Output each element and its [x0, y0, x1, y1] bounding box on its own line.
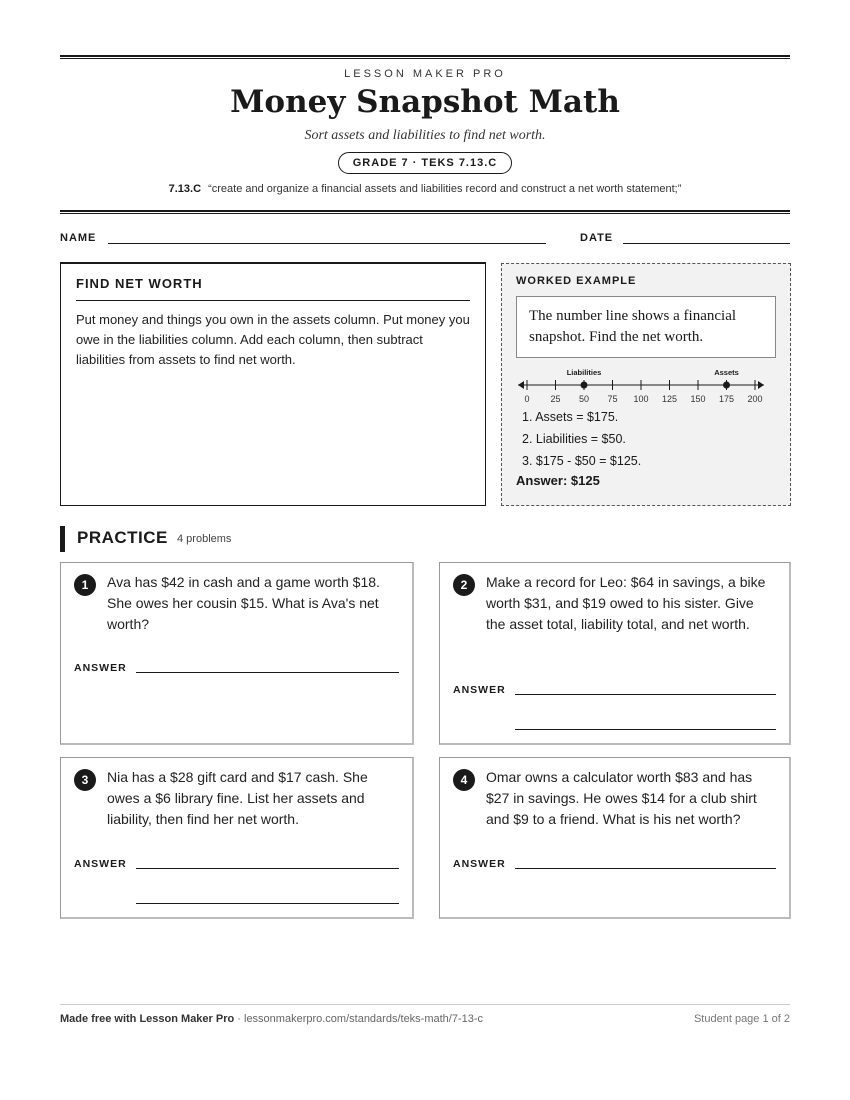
- number-line-tick-label: 0: [524, 394, 530, 404]
- find-net-worth-box: [60, 262, 486, 506]
- worked-example-label: WORKED EXAMPLE: [516, 275, 637, 287]
- answer-line[interactable]: [136, 903, 399, 904]
- date-field[interactable]: [623, 243, 790, 244]
- problem-number: 2: [453, 574, 475, 596]
- number-line-point: [581, 382, 588, 389]
- standard-code: 7.13.C: [168, 183, 202, 195]
- number-line-tick-label: 75: [607, 394, 618, 404]
- problem-number: 3: [74, 769, 96, 791]
- name-label: NAME: [60, 232, 97, 244]
- problem-card-4: [439, 757, 791, 919]
- number-line-tick-label: 200: [747, 394, 763, 404]
- worked-step-3: 3. $175 - $50 = $125.: [522, 454, 642, 468]
- standard-text: “create and organize a financial assets and liabilities record and construct a net worth statement;”: [208, 183, 682, 195]
- footer-rule: [60, 1004, 790, 1005]
- number-line-tick-label: 100: [633, 394, 649, 404]
- answer-label: ANSWER: [453, 858, 506, 870]
- worked-answer: Answer: $125: [516, 473, 600, 488]
- worked-example-box: [501, 263, 791, 506]
- problem-card-3: [60, 757, 414, 919]
- problem-text: Omar owns a calculator worth $83 and has $27 in savings. He owes $14 for a club shirt and $9 to a friend. What is his net worth?: [486, 769, 757, 827]
- number-line-tick-label: 175: [718, 394, 735, 404]
- problem-text: Ava has $42 in cash and a game worth $18. She owes her cousin $15. What is Ava's net worth?: [107, 574, 380, 632]
- standard-statement: [60, 183, 790, 195]
- number-line-left-arrow: [518, 381, 524, 389]
- footer-page-number: Student page 1 of 2: [693, 1013, 790, 1025]
- problem-number: 4: [453, 769, 475, 791]
- grade-standard-badge: GRADE 7 · TEKS 7.13.C: [338, 152, 512, 174]
- footer-credit: [60, 1013, 483, 1025]
- answer-label: ANSWER: [453, 684, 506, 696]
- top-rule: [60, 55, 790, 59]
- number-line-tick-label: 150: [690, 394, 706, 404]
- number-line-tick-label: 125: [661, 394, 678, 404]
- number-line-point: [723, 382, 730, 389]
- number-line-point-label: Liabilities: [566, 368, 602, 377]
- worked-step-1: 1. Assets = $175.: [522, 410, 619, 424]
- number-line-point-label: Assets: [714, 368, 739, 377]
- answer-line[interactable]: [515, 729, 776, 730]
- footer-made-with: Made free with Lesson Maker Pro: [60, 1013, 235, 1025]
- page-title: Money Snapshot Math: [230, 84, 620, 120]
- worked-step-2: 2. Liabilities = $50.: [522, 432, 626, 446]
- number-line-right-arrow: [758, 381, 764, 389]
- problem-text: Make a record for Leo: $64 in savings, a bike worth $31, and $19 owed to his sister. Give the asset total, liability total, and net worth.: [486, 574, 766, 632]
- answer-line[interactable]: [515, 868, 776, 869]
- number-line: [516, 364, 778, 406]
- number-line-tick-label: 50: [578, 394, 590, 404]
- date-label: DATE: [580, 232, 614, 244]
- header-bottom-rule: [60, 210, 790, 214]
- number-line-tick-label: 25: [550, 394, 561, 404]
- problem-card-2: [439, 562, 791, 745]
- problem-text: Nia has a $28 gift card and $17 cash. She owes a $6 library fine. List her assets and liability, then find her net worth.: [107, 769, 368, 827]
- find-net-worth-title: FIND NET WORTH: [76, 276, 470, 301]
- answer-label: ANSWER: [74, 858, 127, 870]
- answer-label: ANSWER: [74, 662, 127, 674]
- answer-line[interactable]: [515, 694, 776, 695]
- brand-name: LESSON MAKER PRO: [344, 68, 506, 80]
- answer-line[interactable]: [136, 672, 399, 673]
- problem-card-1: [60, 562, 414, 745]
- worked-example-problem: The number line shows a financial snapshot. Find the net worth.: [516, 296, 776, 358]
- footer-url[interactable]: · lessonmakerpro.com/standards/teks-math/7-13-c: [234, 1013, 484, 1025]
- practice-count: 4 problems: [177, 533, 232, 545]
- find-net-worth-text: Put money and things you own in the assets column. Put money you owe in the liabilities column. Add each column, then subtract liabilities from assets to find net worth.: [76, 312, 470, 367]
- page-subtitle: Sort assets and liabilities to find net worth.: [304, 128, 546, 143]
- practice-title: PRACTICE: [77, 528, 168, 547]
- practice-accent-bar: [60, 526, 65, 552]
- problem-number: 1: [74, 574, 96, 596]
- answer-line[interactable]: [136, 868, 399, 869]
- name-field[interactable]: [108, 243, 546, 244]
